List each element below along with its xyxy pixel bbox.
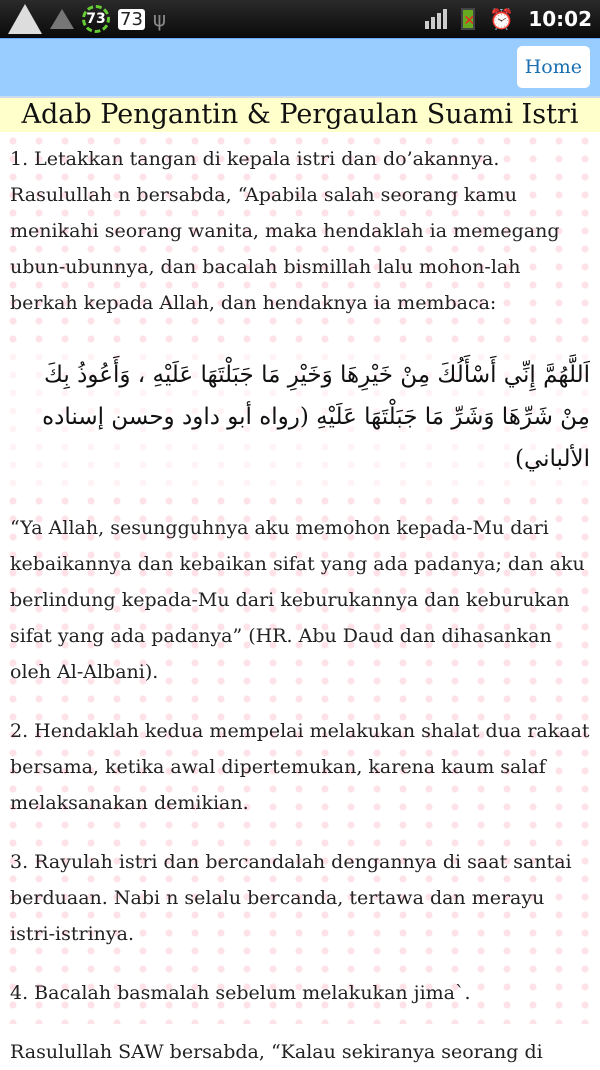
article-content[interactable]	[0, 132, 600, 1063]
app-header	[0, 38, 600, 96]
paragraph: “Ya Allah, sesungguhnya aku memohon kepada-Mu dari kebaikannya dan kebaikan sifat yang ada padanya; dan aku berlindung kepada-Mu dari keburukannya dan keburukan sifat yang ada padanya” (HR. Abu Daud dan dihasankan oleh Al-Albani).	[10, 517, 585, 683]
paragraph: 1. Letakkan tangan di kepala istri dan do’akannya. Rasulullah n bersabda, “Apabila salah seorang kamu menikahi seorang wanita, maka hendaklah ia memegang ubun-ubunnya, dan bacalah bismillah lalu mohon-lah berkah kepada Allah, dan hendaknya ia membaca:	[10, 148, 560, 314]
home-button[interactable]: Home	[517, 46, 590, 88]
paragraph: 2. Hendaklah kedua mempelai melakukan shalat dua rakaat bersama, ketika awal dipertemukan, karena kaum salaf melaksanakan demikian.	[10, 720, 590, 814]
battery-percent-icon	[118, 9, 145, 30]
paragraph: Rasulullah SAW bersabda, “Kalau sekiranya seorang di	[10, 1041, 543, 1063]
usb-icon: ψ	[152, 7, 167, 31]
battery-circle-icon: 73	[82, 5, 110, 33]
clock: 10:02	[528, 7, 592, 31]
battery-percent-text: 73	[120, 8, 143, 30]
alarm-icon: ⏰	[489, 7, 515, 31]
paragraph: 3. Rayulah istri dan bercandalah dengannya di saat santai berduaan. Nabi n selalu bercanda, tertawa dan merayu istri-istrinya.	[10, 851, 572, 945]
arabic-prayer-image: اَللَّهُمَّ إِنِّي أَسْأَلُكَ مِنْ خَيْرِهَا وَخَيْرِ مَا جَبَلْتَهَا عَلَيْهِ ، وَأَعُوذُ بِكَ مِنْ شَرِّهَا وَشَرِّ مَا جَبَلْتَهَا عَلَيْهِ (رواه أبو داود وحسن إسناده الألباني)	[6, 344, 594, 490]
page-title: Adab Pengantin & Pergaulan Suami Istri	[0, 96, 600, 132]
battery-alert-icon: ✕	[461, 8, 475, 30]
paragraph: 4. Bacalah basmalah sebelum melakukan jima`.	[10, 982, 471, 1004]
warning-small-icon	[50, 9, 74, 29]
warning-icon	[8, 4, 42, 34]
signal-icon	[425, 9, 447, 29]
status-bar	[0, 0, 600, 38]
